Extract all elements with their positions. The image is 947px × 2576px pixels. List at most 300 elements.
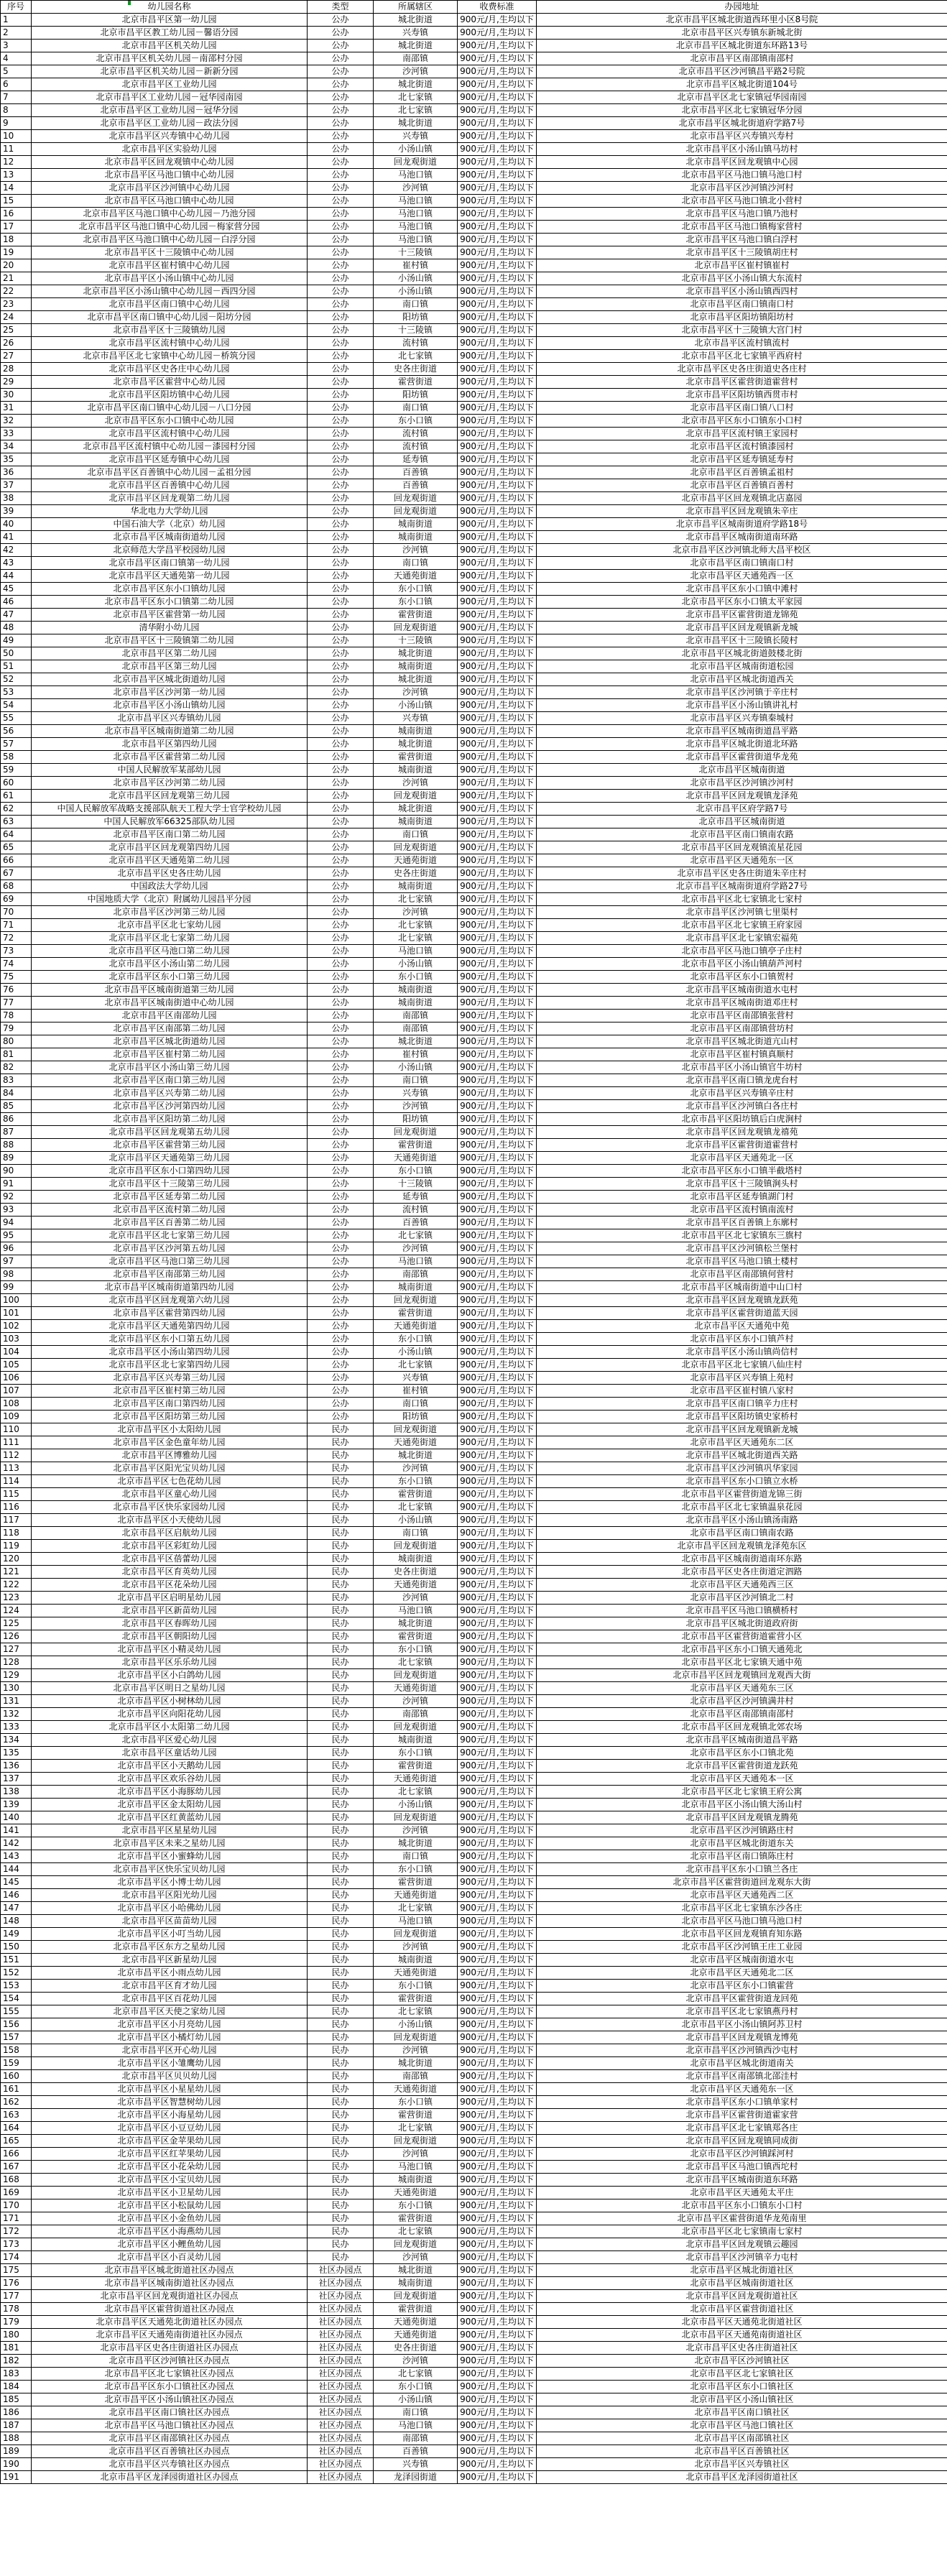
cell-type[interactable]: 民办 <box>308 1656 374 1669</box>
cell-address[interactable]: 北京市昌平区十三陵镇大宫门村 <box>537 324 947 337</box>
cell-address[interactable]: 北京市昌平区东小口镇霍营 <box>537 1980 947 1993</box>
cell-type[interactable]: 民办 <box>308 2238 374 2251</box>
cell-seq[interactable]: 1 <box>1 14 32 27</box>
cell-address[interactable]: 北京市昌平区城北街道西关路 <box>537 1449 947 1462</box>
cell-seq[interactable]: 75 <box>1 971 32 984</box>
cell-fee[interactable]: 900元/月,生均以下 <box>458 440 537 453</box>
cell-district[interactable]: 小汤山镇 <box>374 1346 458 1359</box>
cell-district[interactable]: 沙河镇 <box>374 2044 458 2057</box>
cell-seq[interactable]: 47 <box>1 609 32 622</box>
cell-seq[interactable]: 169 <box>1 2187 32 2199</box>
cell-seq[interactable]: 156 <box>1 2018 32 2031</box>
cell-name[interactable]: 北京市昌平区东小口镇第二幼儿园 <box>32 596 308 609</box>
cell-type[interactable]: 民办 <box>308 1902 374 1915</box>
cell-type[interactable]: 社区办园点 <box>308 2277 374 2290</box>
cell-district[interactable]: 小汤山镇 <box>374 143 458 156</box>
cell-fee[interactable]: 900元/月,生均以下 <box>458 1579 537 1592</box>
cell-district[interactable]: 回龙观街道 <box>374 790 458 803</box>
cell-address[interactable]: 北京市昌平区回龙观镇龙禧苑 <box>537 1126 947 1139</box>
cell-name[interactable]: 北京市昌平区小海星幼儿园 <box>32 2109 308 2122</box>
cell-name[interactable]: 北京市昌平区小汤山镇社区办园点 <box>32 2393 308 2406</box>
cell-seq[interactable]: 147 <box>1 1902 32 1915</box>
cell-type[interactable]: 民办 <box>308 1462 374 1475</box>
cell-fee[interactable]: 900元/月,生均以下 <box>458 1372 537 1385</box>
cell-district[interactable]: 城北街道 <box>374 738 458 751</box>
cell-seq[interactable]: 128 <box>1 1656 32 1669</box>
cell-fee[interactable]: 900元/月,生均以下 <box>458 1876 537 1889</box>
cell-address[interactable]: 北京市昌平区南邵镇南邵村 <box>537 1708 947 1721</box>
cell-district[interactable]: 天通苑街道 <box>374 2316 458 2329</box>
cell-address[interactable]: 北京市昌平区回龙观镇新龙城 <box>537 1423 947 1436</box>
cell-fee[interactable]: 900元/月,生均以下 <box>458 272 537 285</box>
cell-district[interactable]: 南口镇 <box>374 1527 458 1540</box>
cell-fee[interactable]: 900元/月,生均以下 <box>458 1087 537 1100</box>
cell-fee[interactable]: 900元/月,生均以下 <box>458 389 537 402</box>
cell-seq[interactable]: 11 <box>1 143 32 156</box>
cell-name[interactable]: 北京市昌平区新苗幼儿园 <box>32 1605 308 1617</box>
cell-district[interactable]: 流村镇 <box>374 337 458 350</box>
cell-name[interactable]: 北京市昌平区回龙观镇中心幼儿园 <box>32 156 308 169</box>
cell-name[interactable]: 北京市昌平区十三陵镇第二幼儿园 <box>32 634 308 647</box>
cell-fee[interactable]: 900元/月,生均以下 <box>458 854 537 867</box>
cell-district[interactable]: 回龙观街道 <box>374 622 458 634</box>
cell-type[interactable]: 民办 <box>308 1592 374 1605</box>
cell-seq[interactable]: 155 <box>1 2005 32 2018</box>
cell-fee[interactable]: 900元/月,生均以下 <box>458 428 537 440</box>
cell-address[interactable]: 北京市昌平区霍营街道霍营小区 <box>537 1630 947 1643</box>
cell-address[interactable]: 北京市昌平区马池口镇马池口村 <box>537 169 947 182</box>
cell-name[interactable]: 北京市昌平区贝贝幼儿园 <box>32 2070 308 2083</box>
cell-fee[interactable]: 900元/月,生均以下 <box>458 893 537 906</box>
cell-address[interactable]: 北京市昌平区东小口镇中滩村 <box>537 583 947 596</box>
cell-name[interactable]: 北京市昌平区霍营第三幼儿园 <box>32 1139 308 1152</box>
cell-name[interactable]: 北京市昌平区阳光宝贝幼儿园 <box>32 1462 308 1475</box>
cell-fee[interactable]: 900元/月,生均以下 <box>458 932 537 945</box>
cell-seq[interactable]: 44 <box>1 570 32 583</box>
cell-district[interactable]: 城北街道 <box>374 2264 458 2277</box>
cell-seq[interactable]: 190 <box>1 2458 32 2471</box>
cell-district[interactable]: 天通苑街道 <box>374 2187 458 2199</box>
cell-district[interactable]: 城北街道 <box>374 117 458 130</box>
cell-name[interactable]: 北京市昌平区南邵镇社区办园点 <box>32 2432 308 2445</box>
cell-address[interactable]: 北京市昌平区霍营街道龙跃苑 <box>537 1760 947 1773</box>
cell-district[interactable]: 南口镇 <box>374 557 458 570</box>
cell-district[interactable]: 小汤山镇 <box>374 958 458 971</box>
cell-district[interactable]: 北七家镇 <box>374 932 458 945</box>
cell-seq[interactable]: 97 <box>1 1255 32 1268</box>
cell-name[interactable]: 北京市昌平区阳坊第三幼儿园 <box>32 1411 308 1423</box>
cell-name[interactable]: 北京市昌平区城南街道中心幼儿园 <box>32 997 308 1010</box>
cell-address[interactable]: 北京市昌平区城北街道府学路7号 <box>537 117 947 130</box>
cell-address[interactable]: 北京市昌平区回龙观镇龙腾苑 <box>537 1811 947 1824</box>
cell-seq[interactable]: 2 <box>1 27 32 40</box>
cell-type[interactable]: 公办 <box>308 1100 374 1113</box>
cell-fee[interactable]: 900元/月,生均以下 <box>458 557 537 570</box>
cell-district[interactable]: 阳坊镇 <box>374 1113 458 1126</box>
cell-type[interactable]: 民办 <box>308 1837 374 1850</box>
cell-address[interactable]: 北京市昌平区小汤山镇社区 <box>537 2393 947 2406</box>
cell-type[interactable]: 民办 <box>308 1876 374 1889</box>
cell-fee[interactable]: 900元/月,生均以下 <box>458 1566 537 1579</box>
cell-type[interactable]: 公办 <box>308 402 374 415</box>
cell-type[interactable]: 公办 <box>308 156 374 169</box>
cell-seq[interactable]: 177 <box>1 2290 32 2303</box>
cell-type[interactable]: 公办 <box>308 1333 374 1346</box>
cell-address[interactable]: 北京市昌平区南口镇社区 <box>537 2406 947 2419</box>
cell-seq[interactable]: 178 <box>1 2303 32 2316</box>
cell-type[interactable]: 公办 <box>308 505 374 518</box>
cell-district[interactable]: 沙河镇 <box>374 182 458 195</box>
cell-type[interactable]: 民办 <box>308 1682 374 1695</box>
cell-seq[interactable]: 35 <box>1 453 32 466</box>
cell-fee[interactable]: 900元/月,生均以下 <box>458 1346 537 1359</box>
cell-fee[interactable]: 900元/月,生均以下 <box>458 2277 537 2290</box>
cell-address[interactable]: 北京市昌平区小汤山镇讲礼村 <box>537 699 947 712</box>
cell-seq[interactable]: 166 <box>1 2148 32 2161</box>
cell-fee[interactable]: 900元/月,生均以下 <box>458 1928 537 1941</box>
cell-fee[interactable]: 900元/月,生均以下 <box>458 751 537 764</box>
cell-seq[interactable]: 34 <box>1 440 32 453</box>
cell-type[interactable]: 民办 <box>308 2174 374 2187</box>
cell-name[interactable]: 北京市昌平区南口镇中心幼儿园－八口分园 <box>32 402 308 415</box>
cell-fee[interactable]: 900元/月,生均以下 <box>458 803 537 816</box>
cell-type[interactable]: 公办 <box>308 311 374 324</box>
cell-address[interactable]: 北京市昌平区北七家镇王府公寓 <box>537 1786 947 1799</box>
cell-fee[interactable]: 900元/月,生均以下 <box>458 195 537 208</box>
cell-district[interactable]: 兴寿镇 <box>374 130 458 143</box>
cell-district[interactable]: 延寿镇 <box>374 1191 458 1204</box>
cell-seq[interactable]: 163 <box>1 2109 32 2122</box>
cell-type[interactable]: 民办 <box>308 1708 374 1721</box>
cell-name[interactable]: 北京市昌平区史各庄街道社区办园点 <box>32 2342 308 2355</box>
cell-fee[interactable]: 900元/月,生均以下 <box>458 466 537 479</box>
cell-fee[interactable]: 900元/月,生均以下 <box>458 1760 537 1773</box>
cell-fee[interactable]: 900元/月,生均以下 <box>458 78 537 91</box>
cell-district[interactable]: 东小口镇 <box>374 596 458 609</box>
cell-district[interactable]: 回龙观街道 <box>374 2238 458 2251</box>
cell-address[interactable]: 北京市昌平区延寿镇延寿村 <box>537 453 947 466</box>
cell-seq[interactable]: 84 <box>1 1087 32 1100</box>
cell-address[interactable]: 北京市昌平区南邵镇张营村 <box>537 1010 947 1022</box>
cell-name[interactable]: 北京市昌平区南口镇第一幼儿园 <box>32 557 308 570</box>
cell-name[interactable]: 北京市昌平区史各庄幼儿园 <box>32 867 308 880</box>
cell-name[interactable]: 北京市昌平区百善第二幼儿园 <box>32 1217 308 1229</box>
cell-name[interactable]: 北京市昌平区崔村镇中心幼儿园 <box>32 259 308 272</box>
cell-seq[interactable]: 140 <box>1 1811 32 1824</box>
cell-seq[interactable]: 25 <box>1 324 32 337</box>
cell-fee[interactable]: 900元/月,生均以下 <box>458 622 537 634</box>
cell-address[interactable]: 北京市昌平区回龙观镇龙跃苑 <box>537 1294 947 1307</box>
cell-name[interactable]: 北京市昌平区百善镇社区办园点 <box>32 2445 308 2458</box>
cell-address[interactable]: 北京市昌平区城北街道104号 <box>537 78 947 91</box>
cell-type[interactable]: 民办 <box>308 1514 374 1527</box>
cell-district[interactable]: 城南街道 <box>374 725 458 738</box>
cell-fee[interactable]: 900元/月,生均以下 <box>458 2381 537 2393</box>
cell-fee[interactable]: 900元/月,生均以下 <box>458 1643 537 1656</box>
cell-address[interactable]: 北京市昌平区马池口镇亭子庄村 <box>537 945 947 958</box>
cell-address[interactable]: 北京市昌平区城南街道东环路 <box>537 2174 947 2187</box>
cell-fee[interactable]: 900元/月,生均以下 <box>458 350 537 363</box>
cell-type[interactable]: 公办 <box>308 259 374 272</box>
cell-district[interactable]: 东小口镇 <box>374 1333 458 1346</box>
cell-address[interactable]: 北京市昌平区城北街道南关 <box>537 2057 947 2070</box>
cell-type[interactable]: 民办 <box>308 1553 374 1566</box>
cell-seq[interactable]: 4 <box>1 52 32 65</box>
cell-address[interactable]: 北京市昌平区天通苑北街道社区 <box>537 2316 947 2329</box>
cell-name[interactable]: 北京市昌平区小天使幼儿园 <box>32 1514 308 1527</box>
cell-district[interactable]: 回龙观街道 <box>374 1928 458 1941</box>
cell-address[interactable]: 北京市昌平区城北街道东关 <box>537 1837 947 1850</box>
cell-address[interactable]: 北京市昌平区北七家镇平西府村 <box>537 350 947 363</box>
cell-fee[interactable]: 900元/月,生均以下 <box>458 1333 537 1346</box>
cell-name[interactable]: 北京市昌平区城南街道第四幼儿园 <box>32 1281 308 1294</box>
cell-district[interactable]: 城北街道 <box>374 40 458 52</box>
cell-address[interactable]: 北京市昌平区崔村镇崔村 <box>537 259 947 272</box>
cell-district[interactable]: 回龙观街道 <box>374 1540 458 1553</box>
cell-district[interactable]: 马池口镇 <box>374 208 458 221</box>
cell-fee[interactable]: 900元/月,生均以下 <box>458 1824 537 1837</box>
cell-seq[interactable]: 186 <box>1 2406 32 2419</box>
cell-address[interactable]: 北京市昌平区兴寿镇东新城北街 <box>537 27 947 40</box>
cell-name[interactable]: 北京市昌平区城北街道社区办园点 <box>32 2264 308 2277</box>
cell-seq[interactable]: 77 <box>1 997 32 1010</box>
cell-district[interactable]: 霍营街道 <box>374 1760 458 1773</box>
cell-fee[interactable]: 900元/月,生均以下 <box>458 246 537 259</box>
cell-seq[interactable]: 139 <box>1 1799 32 1811</box>
cell-type[interactable]: 公办 <box>308 906 374 919</box>
cell-fee[interactable]: 900元/月,生均以下 <box>458 1967 537 1980</box>
cell-fee[interactable]: 900元/月,生均以下 <box>458 2303 537 2316</box>
cell-name[interactable]: 北京市昌平区育英幼儿园 <box>32 1566 308 1579</box>
cell-district[interactable]: 回龙观街道 <box>374 2135 458 2148</box>
cell-district[interactable]: 城南街道 <box>374 2277 458 2290</box>
cell-district[interactable]: 龙泽园街道 <box>374 2471 458 2484</box>
cell-type[interactable]: 公办 <box>308 1255 374 1268</box>
cell-name[interactable]: 北京市昌平区实验幼儿园 <box>32 143 308 156</box>
cell-type[interactable]: 社区办园点 <box>308 2316 374 2329</box>
cell-fee[interactable]: 900元/月,生均以下 <box>458 2290 537 2303</box>
cell-fee[interactable]: 900元/月,生均以下 <box>458 1850 537 1863</box>
cell-seq[interactable]: 127 <box>1 1643 32 1656</box>
cell-name[interactable]: 北京市昌平区童心幼儿园 <box>32 1488 308 1501</box>
cell-fee[interactable]: 900元/月,生均以下 <box>458 415 537 428</box>
cell-district[interactable]: 史各庄街道 <box>374 363 458 376</box>
cell-seq[interactable]: 60 <box>1 777 32 790</box>
cell-seq[interactable]: 73 <box>1 945 32 958</box>
cell-seq[interactable]: 125 <box>1 1617 32 1630</box>
cell-name[interactable]: 北京市昌平区快乐家园幼儿园 <box>32 1501 308 1514</box>
cell-seq[interactable]: 95 <box>1 1229 32 1242</box>
cell-district[interactable]: 北七家镇 <box>374 893 458 906</box>
cell-fee[interactable]: 900元/月,生均以下 <box>458 40 537 52</box>
cell-type[interactable]: 公办 <box>308 984 374 997</box>
cell-seq[interactable]: 119 <box>1 1540 32 1553</box>
cell-name[interactable]: 北京市昌平区沙河第四幼儿园 <box>32 1100 308 1113</box>
cell-district[interactable]: 十三陵镇 <box>374 634 458 647</box>
cell-type[interactable]: 民办 <box>308 1786 374 1799</box>
cell-seq[interactable]: 167 <box>1 2161 32 2174</box>
cell-type[interactable]: 民办 <box>308 1695 374 1708</box>
cell-address[interactable]: 北京市昌平区回龙观镇新龙城 <box>537 622 947 634</box>
cell-seq[interactable]: 159 <box>1 2057 32 2070</box>
cell-address[interactable]: 北京市昌平区沙河镇踩河村 <box>537 2148 947 2161</box>
cell-district[interactable]: 回龙观街道 <box>374 1294 458 1307</box>
cell-seq[interactable]: 78 <box>1 1010 32 1022</box>
cell-seq[interactable]: 36 <box>1 466 32 479</box>
cell-type[interactable]: 民办 <box>308 1566 374 1579</box>
cell-address[interactable]: 北京市昌平区北七家镇王府家园 <box>537 919 947 932</box>
cell-district[interactable]: 城南街道 <box>374 816 458 828</box>
cell-seq[interactable]: 18 <box>1 234 32 246</box>
cell-address[interactable]: 北京市昌平区阳坊镇西贯市村 <box>537 389 947 402</box>
cell-district[interactable]: 霍营街道 <box>374 2303 458 2316</box>
cell-district[interactable]: 沙河镇 <box>374 686 458 699</box>
cell-fee[interactable]: 900元/月,生均以下 <box>458 2458 537 2471</box>
cell-address[interactable]: 北京市昌平区回龙观街道社区 <box>537 2290 947 2303</box>
cell-type[interactable]: 公办 <box>308 104 374 117</box>
cell-address[interactable]: 北京市昌平区天通苑西二区 <box>537 1889 947 1902</box>
cell-name[interactable]: 中国人民解放军某部幼儿园 <box>32 764 308 777</box>
cell-name[interactable]: 北京市昌平区小叮当幼儿园 <box>32 1928 308 1941</box>
cell-fee[interactable]: 900元/月,生均以下 <box>458 518 537 531</box>
cell-type[interactable]: 民办 <box>308 1669 374 1682</box>
cell-fee[interactable]: 900元/月,生均以下 <box>458 505 537 518</box>
cell-fee[interactable]: 900元/月,生均以下 <box>458 1048 537 1061</box>
cell-name[interactable]: 北京市昌平区工业幼儿园－政法分园 <box>32 117 308 130</box>
cell-fee[interactable]: 900元/月,生均以下 <box>458 1889 537 1902</box>
cell-district[interactable]: 天通苑街道 <box>374 1967 458 1980</box>
cell-seq[interactable]: 38 <box>1 492 32 505</box>
cell-seq[interactable]: 122 <box>1 1579 32 1592</box>
cell-name[interactable]: 北京市昌平区北七家第三幼儿园 <box>32 1229 308 1242</box>
cell-district[interactable]: 回龙观街道 <box>374 2290 458 2303</box>
cell-seq[interactable]: 141 <box>1 1824 32 1837</box>
cell-seq[interactable]: 69 <box>1 893 32 906</box>
cell-fee[interactable]: 900元/月,生均以下 <box>458 2070 537 2083</box>
cell-name[interactable]: 北京市昌平区天通苑第三幼儿园 <box>32 1152 308 1165</box>
cell-name[interactable]: 北京市昌平区东小口镇社区办园点 <box>32 2381 308 2393</box>
cell-name[interactable]: 北京市昌平区小太阳第二幼儿园 <box>32 1721 308 1734</box>
cell-district[interactable]: 东小口镇 <box>374 2381 458 2393</box>
cell-type[interactable]: 公办 <box>308 841 374 854</box>
cell-name[interactable]: 北京市昌平区马池口镇中心幼儿园－乃池分园 <box>32 208 308 221</box>
cell-seq[interactable]: 188 <box>1 2432 32 2445</box>
cell-fee[interactable]: 900元/月,生均以下 <box>458 27 537 40</box>
cell-type[interactable]: 公办 <box>308 492 374 505</box>
cell-address[interactable]: 北京市昌平区百善镇社区 <box>537 2445 947 2458</box>
cell-seq[interactable]: 142 <box>1 1837 32 1850</box>
cell-name[interactable]: 北京市昌平区天使之家幼儿园 <box>32 2005 308 2018</box>
cell-type[interactable]: 公办 <box>308 52 374 65</box>
cell-type[interactable]: 公办 <box>308 764 374 777</box>
cell-fee[interactable]: 900元/月,生均以下 <box>458 1773 537 1786</box>
cell-type[interactable]: 公办 <box>308 221 374 234</box>
cell-district[interactable]: 东小口镇 <box>374 1747 458 1760</box>
cell-fee[interactable]: 900元/月,生均以下 <box>458 686 537 699</box>
cell-name[interactable]: 北京市昌平区爱心幼儿园 <box>32 1734 308 1747</box>
cell-type[interactable]: 社区办园点 <box>308 2419 374 2432</box>
cell-address[interactable]: 北京市昌平区史各庄街道定泗路 <box>537 1566 947 1579</box>
cell-seq[interactable]: 158 <box>1 2044 32 2057</box>
cell-address[interactable]: 北京市昌平区东小口镇芦村 <box>537 1333 947 1346</box>
cell-type[interactable]: 民办 <box>308 1889 374 1902</box>
cell-name[interactable]: 北京市昌平区小汤山第三幼儿园 <box>32 1061 308 1074</box>
cell-address[interactable]: 北京市昌平区北七家镇南七家村 <box>537 2225 947 2238</box>
cell-name[interactable]: 北京市昌平区延寿第二幼儿园 <box>32 1191 308 1204</box>
cell-district[interactable]: 北七家镇 <box>374 2225 458 2238</box>
cell-address[interactable]: 北京市昌平区城南街道府学路27号 <box>537 880 947 893</box>
cell-type[interactable]: 公办 <box>308 997 374 1010</box>
cell-seq[interactable]: 124 <box>1 1605 32 1617</box>
cell-type[interactable]: 公办 <box>308 1281 374 1294</box>
cell-seq[interactable]: 85 <box>1 1100 32 1113</box>
cell-name[interactable]: 北京市昌平区沙河第一幼儿园 <box>32 686 308 699</box>
cell-district[interactable]: 南邵镇 <box>374 2432 458 2445</box>
cell-seq[interactable]: 116 <box>1 1501 32 1514</box>
cell-district[interactable]: 马池口镇 <box>374 1255 458 1268</box>
cell-name[interactable]: 北京市昌平区小汤山镇中心幼儿园 <box>32 272 308 285</box>
cell-type[interactable]: 民办 <box>308 1915 374 1928</box>
cell-seq[interactable]: 115 <box>1 1488 32 1501</box>
cell-seq[interactable]: 64 <box>1 828 32 841</box>
cell-district[interactable]: 马池口镇 <box>374 1915 458 1928</box>
cell-seq[interactable]: 96 <box>1 1242 32 1255</box>
cell-type[interactable]: 公办 <box>308 854 374 867</box>
cell-name[interactable]: 北京市昌平区霍营第二幼儿园 <box>32 751 308 764</box>
cell-fee[interactable]: 900元/月,生均以下 <box>458 1255 537 1268</box>
cell-address[interactable]: 北京市昌平区南邵镇南邵村 <box>537 52 947 65</box>
cell-address[interactable]: 北京市昌平区马池口镇北小营村 <box>537 195 947 208</box>
cell-address[interactable]: 北京市昌平区城南街道 <box>537 816 947 828</box>
cell-seq[interactable]: 157 <box>1 2031 32 2044</box>
cell-district[interactable]: 马池口镇 <box>374 2419 458 2432</box>
cell-seq[interactable]: 148 <box>1 1915 32 1928</box>
cell-seq[interactable]: 113 <box>1 1462 32 1475</box>
cell-name[interactable]: 北京市昌平区第二幼儿园 <box>32 647 308 660</box>
cell-district[interactable]: 阳坊镇 <box>374 389 458 402</box>
cell-name[interactable]: 北京市昌平区马池口镇中心幼儿园 <box>32 169 308 182</box>
cell-fee[interactable]: 900元/月,生均以下 <box>458 1165 537 1178</box>
cell-name[interactable]: 北京市昌平区流村镇中心幼儿园 <box>32 337 308 350</box>
cell-name[interactable]: 北京市昌平区十三陵镇幼儿园 <box>32 324 308 337</box>
cell-type[interactable]: 公办 <box>308 246 374 259</box>
cell-district[interactable]: 天通苑街道 <box>374 854 458 867</box>
cell-fee[interactable]: 900元/月,生均以下 <box>458 479 537 492</box>
cell-fee[interactable]: 900元/月,生均以下 <box>458 634 537 647</box>
cell-fee[interactable]: 900元/月,生均以下 <box>458 1669 537 1682</box>
cell-type[interactable]: 民办 <box>308 1773 374 1786</box>
cell-type[interactable]: 公办 <box>308 1022 374 1035</box>
cell-fee[interactable]: 900元/月,生均以下 <box>458 1126 537 1139</box>
cell-type[interactable]: 公办 <box>308 376 374 389</box>
cell-name[interactable]: 北京市昌平区天通苑第四幼儿园 <box>32 1320 308 1333</box>
cell-type[interactable]: 民办 <box>308 2187 374 2199</box>
cell-seq[interactable]: 168 <box>1 2174 32 2187</box>
cell-name[interactable]: 北京市昌平区小宝贝幼儿园 <box>32 2174 308 2187</box>
cell-fee[interactable]: 900元/月,生均以下 <box>458 1592 537 1605</box>
cell-type[interactable]: 公办 <box>308 440 374 453</box>
cell-fee[interactable]: 900元/月,生均以下 <box>458 1191 537 1204</box>
cell-name[interactable]: 北京市昌平区十三陵第三幼儿园 <box>32 1178 308 1191</box>
cell-address[interactable]: 北京市昌平区霍营街道华龙苑 <box>537 751 947 764</box>
cell-address[interactable]: 北京市昌平区沙河镇王庄工业园 <box>537 1941 947 1954</box>
cell-type[interactable]: 公办 <box>308 1152 374 1165</box>
cell-seq[interactable]: 14 <box>1 182 32 195</box>
cell-seq[interactable]: 37 <box>1 479 32 492</box>
cell-seq[interactable]: 59 <box>1 764 32 777</box>
cell-name[interactable]: 北京市昌平区小汤山第二幼儿园 <box>32 958 308 971</box>
cell-address[interactable]: 北京市昌平区城南街道松园 <box>537 660 947 673</box>
